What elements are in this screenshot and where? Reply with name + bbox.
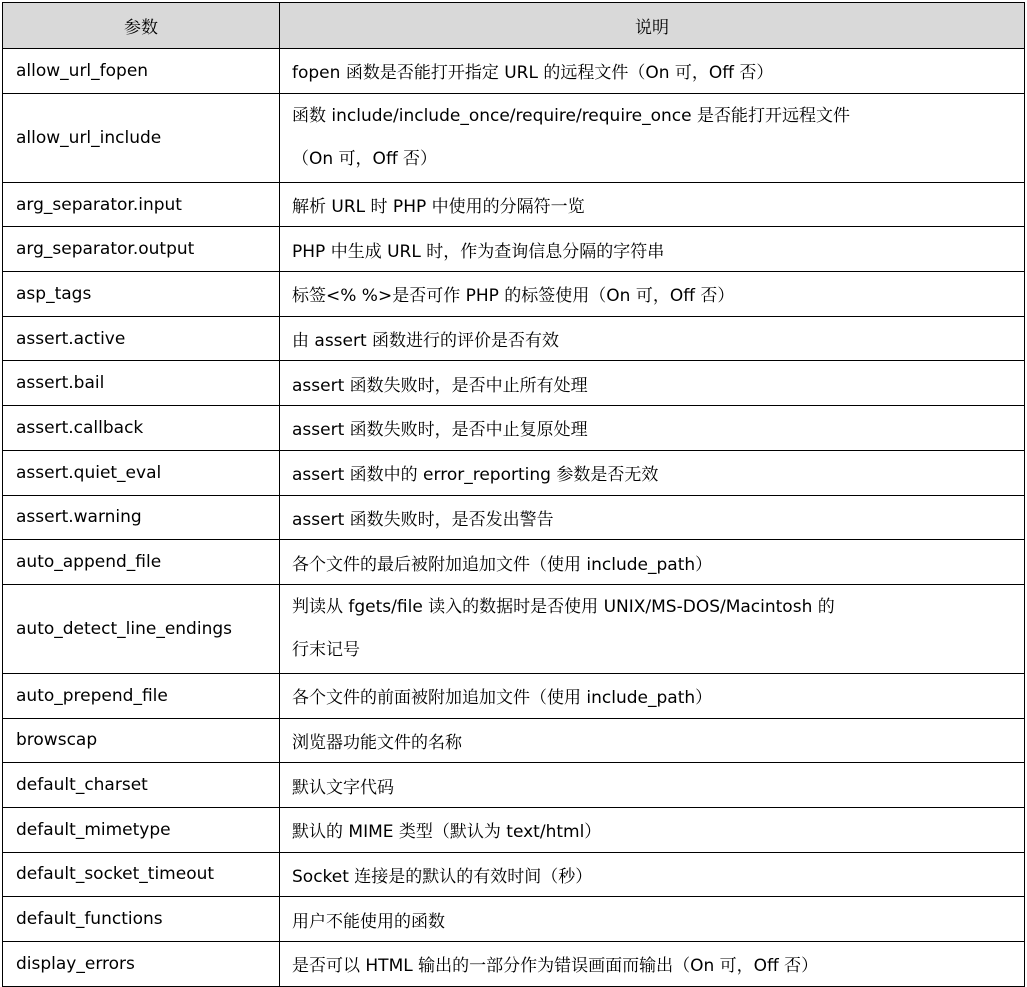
table-row: [3, 897, 1025, 942]
param-desc-line: 由 assert 函数进行的评价是否有效: [292, 331, 560, 352]
table-row: [3, 673, 1025, 718]
param-name-cell: display_errors: [3, 942, 280, 987]
table-row: [3, 49, 1025, 94]
param-desc-cell: [280, 227, 1025, 272]
table-row: [3, 763, 1025, 808]
param-desc-line: assert 函数失败时，是否中止复原处理: [292, 420, 588, 441]
param-name-cell: assert.active: [3, 316, 280, 361]
header-desc: 说明: [280, 3, 1025, 49]
param-desc-cell: [280, 495, 1025, 540]
param-name-cell: assert.warning: [3, 495, 280, 540]
param-desc-line: fopen 函数是否能打开指定 URL 的远程文件（On 可，Off 否）: [292, 63, 774, 84]
param-desc-cell: [280, 897, 1025, 942]
table-header-row: [3, 3, 1025, 49]
param-desc-line: （On 可，Off 否）: [292, 148, 438, 169]
param-desc-cell: [280, 673, 1025, 718]
table-row: [3, 718, 1025, 763]
param-name-cell: assert.quiet_eval: [3, 450, 280, 495]
param-desc-cell: [280, 182, 1025, 227]
param-name-cell: arg_separator.input: [3, 182, 280, 227]
param-name-cell: default_mimetype: [3, 807, 280, 852]
parameter-table: [2, 2, 1025, 987]
table-row: [3, 406, 1025, 451]
table-row: [3, 182, 1025, 227]
param-desc-cell: [280, 361, 1025, 406]
table-body: [3, 49, 1025, 987]
table-row: [3, 361, 1025, 406]
param-desc-cell: [280, 718, 1025, 763]
param-desc-line: 各个文件的前面被附加追加文件（使用 include_path）: [292, 688, 713, 709]
param-desc-cell: [280, 316, 1025, 361]
param-desc-cell: [280, 540, 1025, 585]
param-desc-line: 默认的 MIME 类型（默认为 text/html）: [292, 822, 602, 843]
param-desc-line: 解析 URL 时 PHP 中使用的分隔符一览: [292, 197, 585, 218]
table-row: [3, 450, 1025, 495]
param-name-cell: allow_url_fopen: [3, 49, 280, 94]
param-desc-line: 默认文字代码: [292, 777, 394, 798]
param-desc-line: assert 函数中的 error_reporting 参数是否无效: [292, 465, 659, 486]
param-name-cell: auto_prepend_file: [3, 673, 280, 718]
param-desc-cell: [280, 584, 1025, 673]
param-desc-cell: [280, 450, 1025, 495]
param-desc-line: 行末记号: [292, 639, 360, 660]
table-row: [3, 495, 1025, 540]
param-name-cell: assert.bail: [3, 361, 280, 406]
table-row: [3, 807, 1025, 852]
param-desc-line: 浏览器功能文件的名称: [292, 732, 462, 753]
table-row: [3, 227, 1025, 272]
param-name-cell: allow_url_include: [3, 93, 280, 182]
param-desc-cell: [280, 852, 1025, 897]
param-desc-line: assert 函数失败时，是否发出警告: [292, 509, 554, 530]
param-name-cell: default_functions: [3, 897, 280, 942]
param-desc-line: 是否可以 HTML 输出的一部分作为错误画面而输出（On 可，Off 否）: [292, 956, 819, 977]
table-row: [3, 272, 1025, 317]
table-row: [3, 93, 1025, 182]
table-row: [3, 584, 1025, 673]
param-desc-cell: [280, 807, 1025, 852]
param-desc-cell: [280, 272, 1025, 317]
param-desc-cell: [280, 93, 1025, 182]
header-param: 参数: [3, 3, 280, 49]
param-desc-cell: [280, 942, 1025, 987]
table-row: [3, 540, 1025, 585]
param-name-cell: asp_tags: [3, 272, 280, 317]
param-desc-line: assert 函数失败时，是否中止所有处理: [292, 375, 588, 396]
param-desc-cell: [280, 406, 1025, 451]
param-name-cell: auto_append_file: [3, 540, 280, 585]
table-row: [3, 942, 1025, 987]
param-desc-line: Socket 连接是的默认的有效时间（秒）: [292, 866, 593, 887]
param-desc-line: 判读从 fgets/file 读入的数据时是否使用 UNIX/MS-DOS/Macintosh 的: [292, 596, 835, 617]
param-desc-line: 各个文件的最后被附加追加文件（使用 include_path）: [292, 554, 713, 575]
param-desc-line: 标签<% %>是否可作 PHP 的标签使用（On 可，Off 否）: [292, 286, 735, 307]
param-desc-line: PHP 中生成 URL 时，作为查询信息分隔的字符串: [292, 241, 665, 262]
param-name-cell: browscap: [3, 718, 280, 763]
param-desc-cell: [280, 49, 1025, 94]
param-name-cell: default_socket_timeout: [3, 852, 280, 897]
param-desc-line: 函数 include/include_once/require/require_once 是否能打开远程文件: [292, 105, 851, 126]
param-desc-cell: [280, 763, 1025, 808]
param-name-cell: assert.callback: [3, 406, 280, 451]
param-desc-line: 用户不能使用的函数: [292, 911, 445, 932]
table-row: [3, 852, 1025, 897]
param-name-cell: arg_separator.output: [3, 227, 280, 272]
param-name-cell: auto_detect_line_endings: [3, 584, 280, 673]
param-name-cell: default_charset: [3, 763, 280, 808]
table-row: [3, 316, 1025, 361]
